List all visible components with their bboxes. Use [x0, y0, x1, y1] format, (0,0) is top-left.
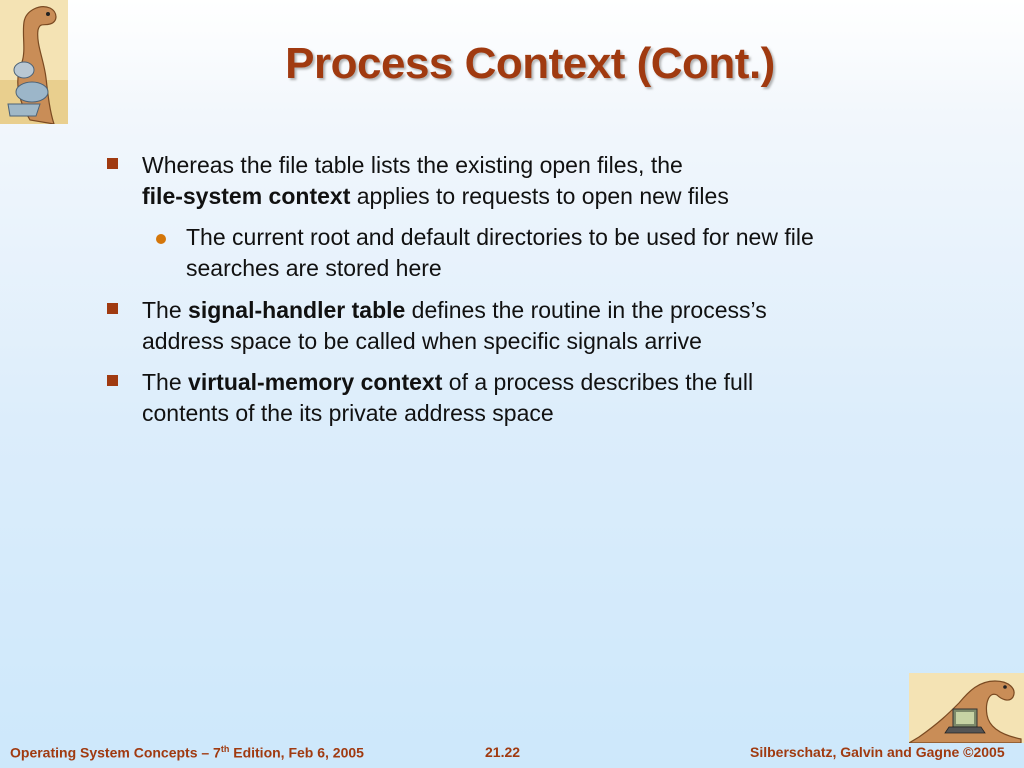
bullet-item-2-line-2: address space to be called when specific signals arrive [142, 328, 702, 354]
footer-copyright: Silberschatz, Galvin and Gagne ©2005 [750, 744, 1005, 760]
footer-edition-date: Edition, Feb 6, 2005 [229, 744, 364, 761]
bullet-item-2-lead: The [142, 297, 189, 323]
footer-left [10, 744, 364, 761]
bold-term-file-system-context: file-system context [142, 183, 351, 209]
round-bullet-icon [156, 234, 166, 244]
bullet-item-3-rest: of a process describes the full [442, 369, 754, 395]
footer-book-title: Operating System Concepts – 7 [10, 744, 221, 761]
bullet-item-2-rest: defines the routine in the process’s [405, 297, 767, 323]
sub-bullet-line-1: The current root and default directories to be used for new file [186, 224, 814, 250]
footer-page-number: 21.22 [485, 744, 521, 760]
bullet-item-1-rest: applies to requests to open new files [350, 183, 729, 209]
bullet-item-3-line-2: contents of the its private address space [142, 400, 554, 426]
bullet-item-1-line-1: Whereas the file table lists the existing open files, the [142, 152, 683, 178]
sub-bullet-line-2: searches are stored here [186, 255, 442, 281]
dinosaur-laptop-icon [909, 673, 1024, 743]
bullet-item-3-line-1 [142, 367, 753, 398]
bold-term-virtual-memory-context: virtual-memory context [188, 369, 443, 395]
square-bullet-icon [107, 303, 118, 314]
bullet-item-2-line-1 [142, 295, 767, 326]
square-bullet-icon [107, 375, 118, 386]
slide-title: Process Context (Cont.) [285, 39, 775, 88]
bullet-item-3-lead: The [142, 369, 189, 395]
bullet-item-1-line-2 [142, 181, 729, 212]
square-bullet-icon [107, 158, 118, 169]
footer-superscript: th [220, 744, 230, 754]
bold-term-signal-handler-table: signal-handler table [188, 297, 406, 323]
